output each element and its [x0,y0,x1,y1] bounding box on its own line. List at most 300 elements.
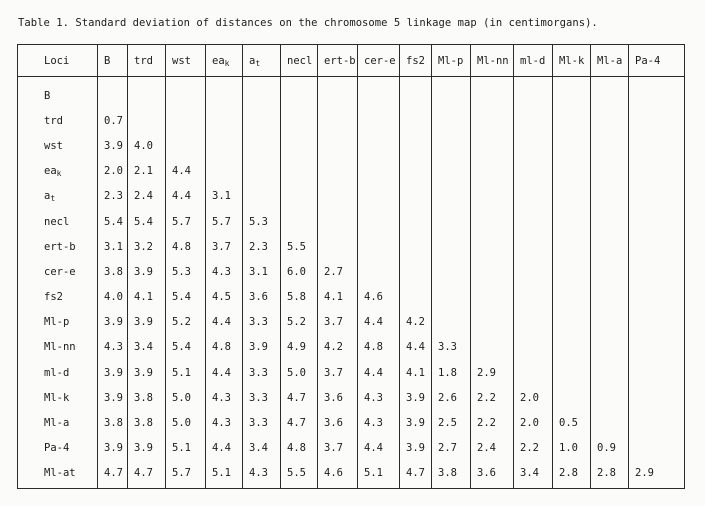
table-cell: 4.4 [206,436,243,461]
table-cell: 5.1 [166,436,206,461]
table-cell [471,184,514,209]
table-cell [128,108,166,133]
table-cell: 4.7 [400,461,432,489]
table-cell [514,259,553,284]
table-cell [432,310,471,335]
table-caption: Table 1. Standard deviation of distances on the chromosome 5 linkage map (in centimorgans). [18,17,598,29]
table-cell [553,159,591,184]
table-cell [629,184,685,209]
locus-name: a [249,54,256,67]
table-cell [591,184,629,209]
table-cell: 2.4 [128,184,166,209]
table-cell: 4.3 [206,385,243,410]
table-cell [128,77,166,109]
table-cell [514,360,553,385]
table-cell [358,259,400,284]
table-cell: 4.3 [206,410,243,435]
table-cell: 4.4 [206,310,243,335]
table-cell: 3.9 [98,436,128,461]
table-cell [358,159,400,184]
table-cell: 3.9 [400,385,432,410]
column-header [318,45,358,77]
table-cell [514,209,553,234]
row-locus-label [18,108,98,133]
table-cell: 5.7 [166,461,206,489]
table-cell [432,259,471,284]
table-cell [514,310,553,335]
locus-name: B [104,54,111,67]
column-header [98,45,128,77]
table-cell: 4.4 [358,436,400,461]
locus-name: Ml-at [44,467,76,480]
table-cell: 3.9 [400,436,432,461]
table-row [18,77,685,109]
table-cell [629,209,685,234]
table-cell [471,209,514,234]
table-cell: 3.1 [206,184,243,209]
table-cell [358,133,400,158]
column-header [432,45,471,77]
table-cell: 4.3 [98,335,128,360]
table-cell: 2.1 [128,159,166,184]
table-cell: 3.9 [128,436,166,461]
row-locus-label [18,285,98,310]
table-cell: 3.8 [98,410,128,435]
table-cell [358,209,400,234]
table-cell [514,335,553,360]
table-cell [400,159,432,184]
table-cell [281,108,318,133]
table-cell: 3.6 [471,461,514,489]
table-cell [471,108,514,133]
table-cell [243,184,281,209]
table-cell [281,77,318,109]
table-cell: 4.4 [358,310,400,335]
table-row [18,436,685,461]
column-header [553,45,591,77]
table-cell [400,285,432,310]
table-cell [281,184,318,209]
table-header-row [18,45,685,77]
table-row [18,184,685,209]
table-cell [471,310,514,335]
table-cell: 4.0 [128,133,166,158]
table-cell [432,285,471,310]
column-header [206,45,243,77]
locus-name: wst [172,54,191,67]
table-cell: 4.8 [358,335,400,360]
column-header [514,45,553,77]
table-cell [591,259,629,284]
table-cell [591,77,629,109]
table-cell: 2.4 [471,436,514,461]
locus-name: fs2 [44,291,63,304]
table-cell: 3.6 [243,285,281,310]
table-cell [629,77,685,109]
table-cell: 5.1 [206,461,243,489]
table-cell: 5.3 [243,209,281,234]
table-cell [358,234,400,259]
table-cell [471,159,514,184]
locus-name: cer-e [44,265,76,278]
table-cell: 3.3 [243,310,281,335]
table-row [18,360,685,385]
table-cell [166,133,206,158]
table-cell: 2.7 [432,436,471,461]
locus-name: Ml-nn [44,341,76,354]
column-header [166,45,206,77]
column-header [471,45,514,77]
locus-name: Pa-4 [44,442,70,455]
table-cell [281,159,318,184]
table-row [18,108,685,133]
table-cell: 0.5 [553,410,591,435]
table-cell [318,108,358,133]
header-loci: Loci [18,45,98,77]
table-cell: 4.5 [206,285,243,310]
table-cell [629,335,685,360]
column-header [629,45,685,77]
table-cell [318,184,358,209]
table-cell: 2.8 [553,461,591,489]
table-cell: 4.6 [358,285,400,310]
locus-name: Ml-k [44,391,70,404]
table-cell [591,159,629,184]
table-cell: 5.5 [281,461,318,489]
table-cell: 4.4 [206,360,243,385]
table-cell [400,234,432,259]
table-cell: 3.6 [318,385,358,410]
table-cell: 5.4 [166,335,206,360]
locus-name: trd [134,54,153,67]
table-cell [629,410,685,435]
table-cell [400,259,432,284]
table-cell [318,234,358,259]
locus-subscript: k [224,58,230,68]
locus-name: Ml-a [44,417,70,430]
table-cell: 4.7 [281,385,318,410]
table-cell [400,133,432,158]
table-cell: 4.3 [358,385,400,410]
table-cell [553,108,591,133]
row-locus-label [18,335,98,360]
column-header [281,45,318,77]
table-cell: 5.4 [98,209,128,234]
table-cell [514,234,553,259]
table-cell: 3.8 [432,461,471,489]
table-cell: 5.8 [281,285,318,310]
table-cell: 2.0 [514,385,553,410]
table-cell [629,285,685,310]
locus-name: B [44,89,51,102]
table-cell [432,133,471,158]
table-cell [514,184,553,209]
table-cell: 2.2 [471,385,514,410]
table-cell [206,108,243,133]
table-cell [591,410,629,435]
table-cell: 2.2 [471,410,514,435]
table-cell: 5.5 [281,234,318,259]
table-cell [553,285,591,310]
table-row [18,461,685,489]
table-cell: 0.7 [98,108,128,133]
column-header [358,45,400,77]
table-cell: 3.3 [432,335,471,360]
table-cell [432,209,471,234]
table-cell: 4.3 [243,461,281,489]
table-cell [591,360,629,385]
table-cell: 4.1 [128,285,166,310]
row-locus-label [18,77,98,109]
table-cell [629,159,685,184]
row-locus-label [18,209,98,234]
locus-name: necl [44,215,70,228]
row-locus-label [18,133,98,158]
table-cell: 5.7 [206,209,243,234]
table-cell: 3.3 [243,410,281,435]
table-cell: 3.7 [206,234,243,259]
row-locus-label [18,436,98,461]
table-cell: 0.9 [591,436,629,461]
table-cell [553,360,591,385]
table-cell [591,335,629,360]
locus-name: ea [212,54,225,67]
table-cell [591,234,629,259]
table-cell [432,234,471,259]
table-cell: 3.7 [318,436,358,461]
column-header [243,45,281,77]
locus-name: Ml-p [438,54,464,67]
table-row [18,209,685,234]
table-cell [553,133,591,158]
locus-name: ml-d [520,54,546,67]
table-cell [432,184,471,209]
row-locus-label [18,159,98,184]
table-cell: 5.0 [166,410,206,435]
table-cell [206,159,243,184]
table-cell [400,108,432,133]
column-header [128,45,166,77]
table-cell: 4.2 [400,310,432,335]
table-cell [553,184,591,209]
table-cell [206,133,243,158]
table-cell: 4.4 [166,159,206,184]
table-cell: 5.4 [128,209,166,234]
locus-subscript: t [255,58,261,68]
table-cell: 5.3 [166,259,206,284]
table-cell [553,259,591,284]
table-cell: 4.6 [318,461,358,489]
locus-subscript: k [56,169,62,179]
row-locus-label [18,259,98,284]
table-cell [471,234,514,259]
table-cell: 3.9 [128,360,166,385]
table-cell [514,285,553,310]
table-cell [514,77,553,109]
table-cell [358,184,400,209]
table-cell: 5.1 [358,461,400,489]
table-cell: 3.9 [243,335,281,360]
table-cell [591,108,629,133]
table-cell: 4.4 [400,335,432,360]
table-cell [591,133,629,158]
table-cell: 4.8 [206,335,243,360]
table-cell: 3.8 [98,259,128,284]
table-cell [358,108,400,133]
table-cell: 5.7 [166,209,206,234]
table-cell [281,133,318,158]
table-cell [471,133,514,158]
table-row [18,234,685,259]
table-cell: 2.0 [98,159,128,184]
locus-subscript: t [50,194,56,204]
table-cell [243,77,281,109]
row-locus-label [18,410,98,435]
table-cell: 2.8 [591,461,629,489]
table-row [18,159,685,184]
table-cell: 3.9 [400,410,432,435]
table-cell: 3.1 [98,234,128,259]
row-locus-label [18,360,98,385]
table-cell: 2.3 [243,234,281,259]
table-cell: 6.0 [281,259,318,284]
table-cell: 5.2 [281,310,318,335]
table-row [18,133,685,158]
linkage-table [17,44,685,489]
table-cell: 4.7 [128,461,166,489]
row-locus-label [18,385,98,410]
column-header [591,45,629,77]
table-cell [553,310,591,335]
table-cell: 3.8 [128,410,166,435]
locus-name: a [44,190,51,203]
table-row [18,335,685,360]
table-cell: 2.2 [514,436,553,461]
table-row [18,310,685,335]
table-cell [400,77,432,109]
table-cell: 4.8 [281,436,318,461]
table-cell: 4.3 [206,259,243,284]
locus-name: Ml-a [597,54,623,67]
table-cell [629,310,685,335]
table-cell: 3.4 [514,461,553,489]
table-cell [243,108,281,133]
table-cell: 3.9 [128,259,166,284]
locus-name: Ml-p [44,316,70,329]
table-cell [358,77,400,109]
table-cell: 4.7 [98,461,128,489]
row-locus-label [18,184,98,209]
locus-name: trd [44,114,63,127]
row-locus-label [18,234,98,259]
table-cell [166,77,206,109]
table-cell: 4.8 [166,234,206,259]
table-cell: 3.9 [98,133,128,158]
table-cell: 3.9 [98,385,128,410]
table-cell: 2.0 [514,410,553,435]
table-cell [432,159,471,184]
table-cell: 3.6 [318,410,358,435]
locus-name: cer-e [364,54,396,67]
table-cell: 3.1 [243,259,281,284]
locus-name: necl [287,54,313,67]
table-cell [243,133,281,158]
table-cell [400,209,432,234]
table-cell: 5.0 [281,360,318,385]
table-cell: 4.0 [98,285,128,310]
table-cell [553,209,591,234]
table-cell: 2.9 [629,461,685,489]
table-cell: 5.2 [166,310,206,335]
row-locus-label [18,310,98,335]
table-cell [591,209,629,234]
table-cell [591,285,629,310]
table-cell [471,77,514,109]
locus-name: fs2 [406,54,425,67]
table-cell: 3.4 [243,436,281,461]
table-cell: 4.1 [318,285,358,310]
table-cell [318,133,358,158]
table-cell [206,77,243,109]
table-cell: 4.1 [400,360,432,385]
table-cell: 4.3 [358,410,400,435]
table-cell [471,259,514,284]
table-cell: 2.6 [432,385,471,410]
table-cell [471,285,514,310]
table-cell [432,108,471,133]
table-cell [629,385,685,410]
table-cell: 3.7 [318,360,358,385]
table-cell: 4.9 [281,335,318,360]
table-cell [629,436,685,461]
table-cell: 1.0 [553,436,591,461]
table-cell [166,108,206,133]
locus-name: wst [44,139,63,152]
table-cell [318,77,358,109]
table-cell [591,385,629,410]
table-cell [281,209,318,234]
row-locus-label [18,461,98,489]
locus-name: ea [44,165,57,178]
table-cell [471,335,514,360]
table-cell: 5.0 [166,385,206,410]
table-row [18,259,685,284]
locus-name: ert-b [44,240,76,253]
table-cell: 4.2 [318,335,358,360]
table-cell [243,159,281,184]
table-cell: 3.2 [128,234,166,259]
table-cell: 3.8 [128,385,166,410]
table-cell: 4.7 [281,410,318,435]
table-cell [98,77,128,109]
table-cell [514,133,553,158]
table-cell: 3.3 [243,385,281,410]
table-cell [553,234,591,259]
table-cell: 3.9 [98,310,128,335]
table-cell [514,159,553,184]
locus-name: ert-b [324,54,356,67]
table-cell: 2.7 [318,259,358,284]
table-row [18,410,685,435]
column-header [400,45,432,77]
table-cell: 3.3 [243,360,281,385]
table-cell [629,108,685,133]
table-cell [553,335,591,360]
table-cell [400,184,432,209]
table-cell: 2.5 [432,410,471,435]
table-cell [591,310,629,335]
locus-name: Ml-k [559,54,585,67]
